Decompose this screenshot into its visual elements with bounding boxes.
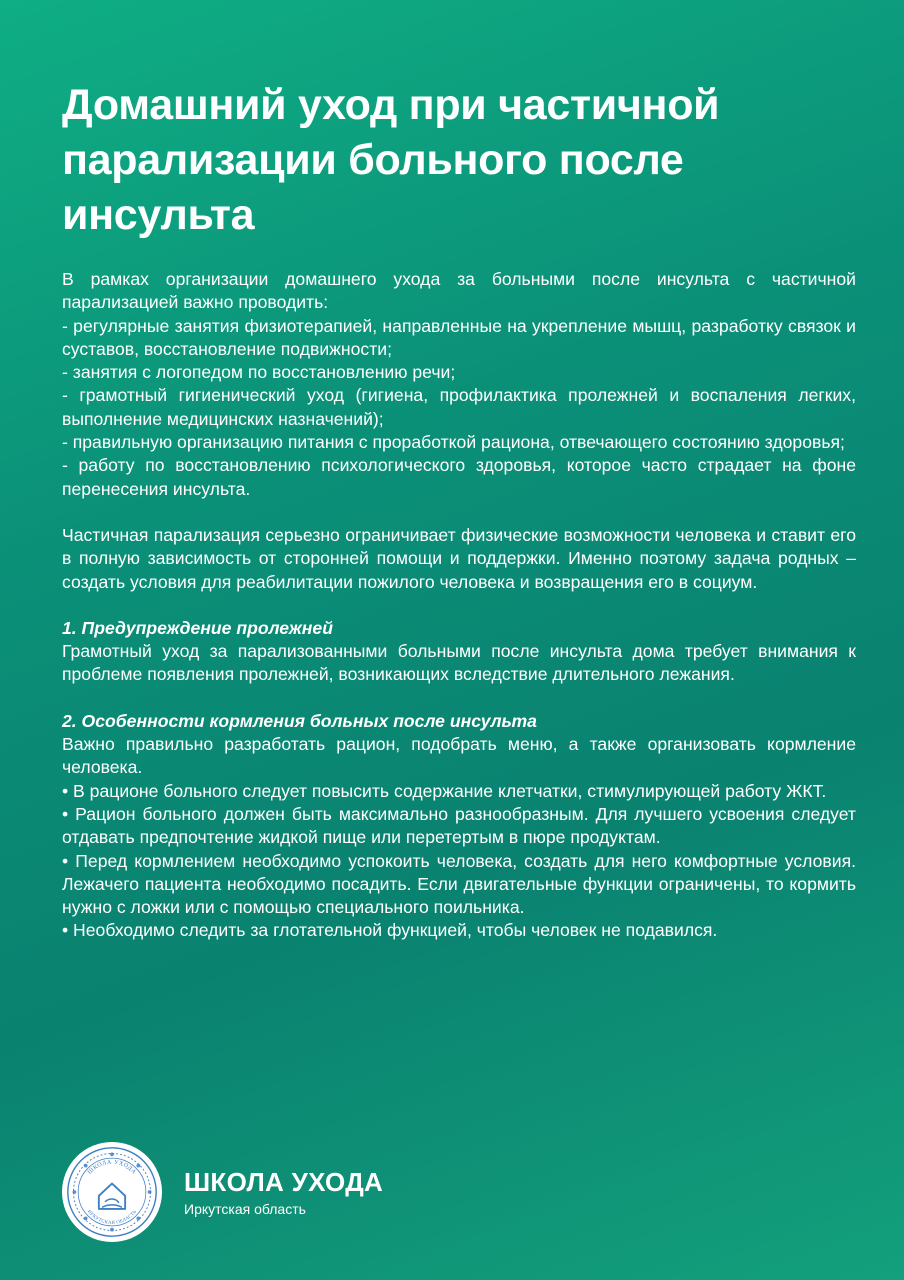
feeding-bullet: • Рацион больного должен быть максимально разнообразным. Для лучшего усвоения следует отдавать предпочтение жидкой пище или перетертым в пюре продуктам.: [62, 803, 856, 848]
section-heading-feeding: 2. Особенности кормления больных после инсульта: [62, 710, 537, 731]
spacer: [62, 687, 856, 710]
brand-title: ШКОЛА УХОДА: [184, 1167, 384, 1197]
section-text-feeding: Важно правильно разработать рацион, подобрать меню, а также организовать кормление человека.: [62, 734, 856, 778]
intro-item: - работу по восстановлению психологического здоровья, которое часто страдает на фоне перенесения инсульта.: [62, 455, 856, 499]
brand-block: [184, 1167, 383, 1217]
page-title: Домашний уход при частичной парализации больного после инсульта: [62, 81, 720, 239]
feeding-bullet: • Необходимо следить за глотательной функцией, чтобы человек не подавился.: [62, 920, 718, 941]
footer: [62, 1142, 383, 1242]
spacer: [62, 501, 856, 524]
intro-item: - грамотный гигиенический уход (гигиена, профилактика пролежней и воспаления легких, выполнение медицинских назначений);: [62, 385, 856, 429]
intro-item: - занятия с логопедом по восстановлению речи;: [62, 362, 456, 383]
section-text-bedsores: Грамотный уход за парализованными больными после инсульта дома требует внимания к проблеме появления пролежней, возникающих вследствие длительного лежания.: [62, 641, 856, 685]
intro-item: - регулярные занятия физиотерапией, направленные на укрепление мышц, разработку связок и суставов, восстановление подвижности;: [62, 315, 856, 359]
intro-item: - правильную организацию питания с проработкой рациона, отвечающего состоянию здоровья;: [62, 432, 845, 453]
feeding-bullet: • Перед кормлением необходимо успокоить человека, создать для него комфортные условия. Лежачего пациента необходимо посадить. Если двигательные функции ограничены, то кормить нужно с ложки или с помощью специального поильника.: [62, 850, 856, 918]
intro-lead: В рамках организации домашнего ухода за больными после инсульта с частичной парализацией важно проводить:: [62, 269, 856, 313]
paragraph-partial-paralysis: Частичная парализация серьезно ограничивает физические возможности человека и ставит его в полную зависимость от сторонней помощи и поддержки. Именно поэтому задача родных – создать условия для реабилитации пожилого человека и возвращения его в социум.: [62, 524, 856, 592]
article-body: [62, 268, 856, 943]
school-logo-emblem-icon: [65, 1145, 159, 1239]
svg-text:ШКОЛА УХОДА: [87, 1160, 137, 1176]
feeding-bullet: • В рационе больного следует повысить содержание клетчатки, стимулирующей работу ЖКТ.: [62, 780, 827, 801]
logo-top-text: ШКОЛА УХОДА: [86, 1159, 138, 1176]
brand-region: Иркутская область: [184, 1201, 306, 1217]
section-heading-bedsores: 1. Предупреждение пролежней: [62, 617, 333, 638]
school-logo: [62, 1142, 162, 1242]
svg-text:ИРКУТСКАЯ ОБЛАСТЬ: [86, 1210, 138, 1227]
spacer: [62, 594, 856, 617]
logo-bottom-text: ИРКУТСКАЯ ОБЛАСТЬ: [85, 1209, 139, 1227]
